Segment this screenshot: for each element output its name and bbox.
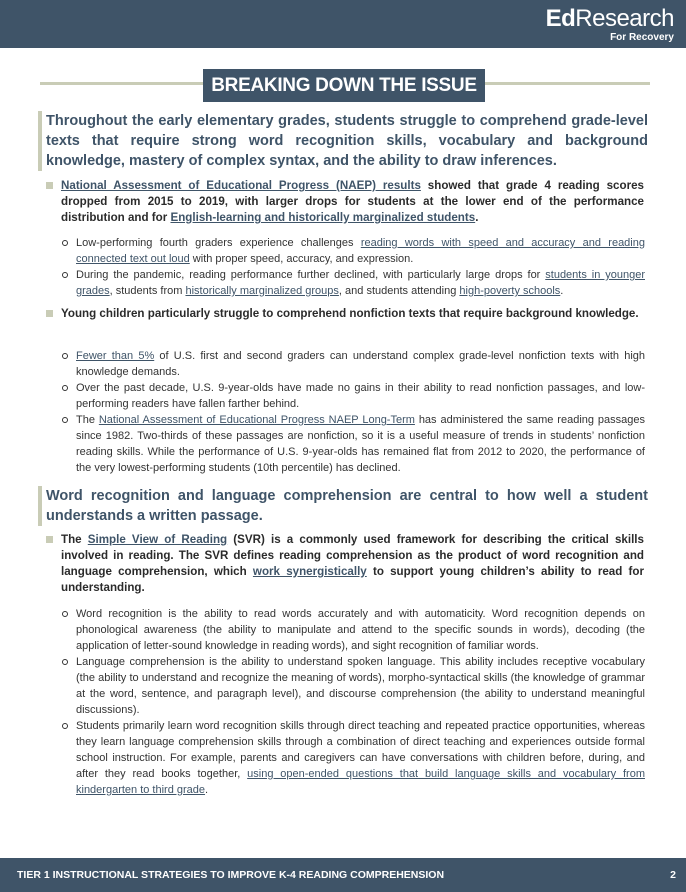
sub-text: The xyxy=(76,414,99,426)
logo-ed: Ed xyxy=(545,5,576,32)
footer-bar xyxy=(0,858,686,892)
link-high-poverty[interactable]: high-poverty schools xyxy=(459,285,561,297)
sub-bullet-students-learn xyxy=(62,718,645,798)
link-fewer-than-5[interactable]: Fewer than 5% xyxy=(76,350,155,362)
bullet-svr-text: (SVR) is a commonly used framework for describing the critical skills involved in reading. The SVR defines reading comprehension as the product of word recognition and language comprehension, which xyxy=(61,533,644,578)
sub-bullet-language-comprehension xyxy=(62,654,645,718)
sub-text: Over the past decade, U.S. 9-year-olds have made no gains in their ability to read nonfiction passages, and low-performing readers have fallen farther behind. xyxy=(76,382,645,410)
bullet-naep-text: showed that grade 4 reading scores dropped from 2015 to 2019, with larger drops for students at the lower end of the performance distribution and for xyxy=(61,179,644,224)
sub-text: of U.S. first and second graders can understand complex grade-level nonfiction texts with high knowledge demands. xyxy=(76,350,645,378)
link-english-learning[interactable]: English-learning and historically marginalized students xyxy=(170,211,476,224)
bullet-svr-text: The xyxy=(61,533,88,546)
bullet-naep xyxy=(46,178,644,226)
sub-text: with proper speed, accuracy, and expression. xyxy=(189,253,414,265)
sub-bullet-past-decade xyxy=(62,380,645,412)
sub-bullet-word-recognition xyxy=(62,606,645,654)
sub-text: During the pandemic, reading performance further declined, with particularly large drops for xyxy=(76,269,546,281)
sub-bullet-pandemic xyxy=(62,267,645,299)
sub-text: , students from xyxy=(109,285,186,297)
period: . xyxy=(560,285,564,297)
circle-bullet-icon xyxy=(62,611,68,617)
page-number: 2 xyxy=(670,869,676,881)
sub-bullet-fewer-than xyxy=(62,348,645,380)
circle-bullet-icon xyxy=(62,659,68,665)
circle-bullet-icon xyxy=(62,272,68,278)
header-bar xyxy=(0,0,686,48)
square-bullet-icon xyxy=(46,310,53,317)
bullet-svr xyxy=(46,532,644,596)
sub-text: Students primarily learn word recognition skills through direct teaching and repeated practice opportunities, whereas they learn language comprehension skills through a combination of direct teaching and experiences outside formal school instruction. For example, parents and caregivers can have conversations with children before, during, and after they read books together, xyxy=(76,720,645,780)
bullet-nonfiction xyxy=(46,306,644,322)
edresearch-logo xyxy=(546,6,674,43)
sub-text: Word recognition is the ability to read words accurately and with automaticity. Word recognition depends on phonological awareness (the ability to manipulate and attend to the specific sounds in words), decoding (the application of letter-sound knowledge in reading words), and sight recognition of familiar words. xyxy=(76,608,645,652)
sub-text: Low-performing fourth graders experience challenges xyxy=(76,237,361,249)
link-younger-grades[interactable]: students in younger grades xyxy=(76,269,645,297)
callout-word-recognition: Word recognition and language comprehension are central to how well a student understands a written passage. xyxy=(38,486,648,526)
link-work-synergistically[interactable]: work synergistically xyxy=(252,565,367,578)
sub-bullet-low-performing xyxy=(62,235,645,267)
circle-bullet-icon xyxy=(62,417,68,423)
circle-bullet-icon xyxy=(62,353,68,359)
link-open-ended-questions[interactable]: using open-ended questions that build language skills and vocabulary from kindergarten to third grade xyxy=(76,768,645,796)
callout-struggle: Throughout the early elementary grades, students struggle to comprehend grade-level texts that require strong word recognition skills, vocabulary and background knowledge, mastery of complex syntax, and the ability to draw inferences. xyxy=(38,111,648,171)
bullet-svr-text: to support young children’s ability to read for understanding. xyxy=(61,565,645,594)
period: . xyxy=(475,211,479,224)
sub-text: , and students attending xyxy=(338,285,460,297)
bullet-nonfiction-text: Young children particularly struggle to comprehend nonfiction texts that require background knowledge. xyxy=(61,307,639,320)
square-bullet-icon xyxy=(46,182,53,189)
period: . xyxy=(205,784,209,796)
link-reading-words[interactable]: reading words with speed and accuracy and reading connected text out loud xyxy=(76,237,645,265)
circle-bullet-icon xyxy=(62,240,68,246)
square-bullet-icon xyxy=(46,536,53,543)
footer-title: TIER 1 INSTRUCTIONAL STRATEGIES TO IMPROVE K-4 READING COMPREHENSION xyxy=(17,869,445,881)
sub-text: Language comprehension is the ability to understand spoken language. This ability includes receptive vocabulary (the ability to understand and recognize the meaning of words), morpho-syntactical skills (the knowledge of grammar at the word, sentence, and paragraph level), and discourse comprehension (the ability to understand meaningful discussions). xyxy=(76,656,645,716)
link-marginalized-groups[interactable]: historically marginalized groups xyxy=(185,285,339,297)
sub-text: has administered the same reading passages since 1982. Two-thirds of these passages are nonfiction, so it is a useful measure of trends in students’ nonfiction reading skills. While the performance of U.S. 9-year-olds has remained flat from 2012 to 2020, the performance of the very lowest-performing students (10th percentile) has declined. xyxy=(76,414,645,474)
logo-research: Research xyxy=(575,5,674,32)
circle-bullet-icon xyxy=(62,385,68,391)
sub-bullet-naep-long-term xyxy=(62,412,645,476)
circle-bullet-icon xyxy=(62,723,68,729)
section-title: BREAKING DOWN THE ISSUE xyxy=(203,69,485,102)
link-naep-long-term[interactable]: National Assessment of Educational Progress NAEP Long-Term xyxy=(98,414,415,426)
logo-subtitle: For Recovery xyxy=(610,32,674,43)
link-simple-view-of-reading[interactable]: Simple View of Reading xyxy=(87,533,228,546)
link-naep-results[interactable]: National Assessment of Educational Progress (NAEP) results xyxy=(61,179,421,192)
